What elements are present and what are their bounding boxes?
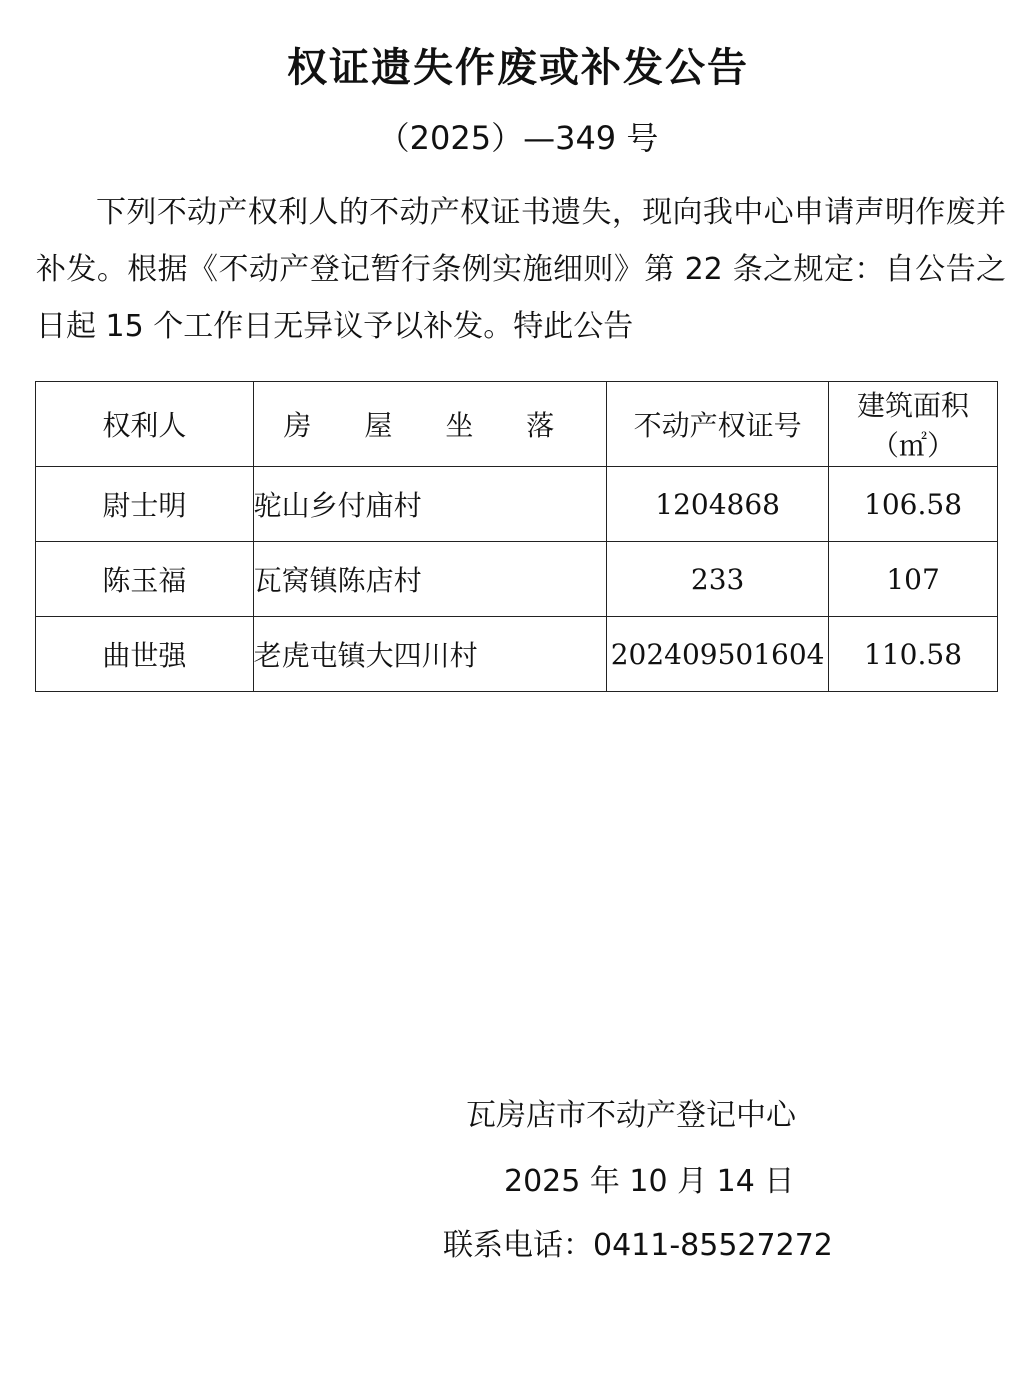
header-area — [829, 382, 998, 467]
header-area-label: 建筑面积 — [857, 389, 970, 422]
header-location: 房 屋 坐 落 — [253, 382, 606, 467]
table-header-row — [36, 382, 998, 467]
header-area-unit: （㎡） — [871, 429, 956, 462]
cell-area: 106.58 — [829, 467, 998, 542]
notice-body: 下列不动产权利人的不动产权证书遗失，现向我中心申请声明作废并补发。根据《不动产登记暂行条例实施细则》第 22 条之规定：自公告之日起 15 个工作日无异议予以补发。特此公告 — [36, 195, 1006, 344]
notice-title: 权证遗失作废或补发公告 — [287, 45, 749, 91]
cell-area: 110.58 — [829, 617, 998, 692]
table-row — [36, 467, 998, 542]
issuing-organization: 瓦房店市不动产登记中心 — [466, 1098, 796, 1133]
notice-number: （2025）—349 号 — [377, 119, 659, 157]
table-row — [36, 542, 998, 617]
contact-phone: 联系电话：0411-85527272 — [443, 1228, 833, 1263]
cell-holder: 尉士明 — [36, 467, 254, 542]
header-cert-no: 不动产权证号 — [607, 382, 829, 467]
records-table — [35, 381, 998, 692]
cell-cert-no: 1204868 — [607, 467, 829, 542]
table-row — [36, 617, 998, 692]
issue-date: 2025 年 10 月 14 日 — [504, 1164, 795, 1199]
cell-holder: 曲世强 — [36, 617, 254, 692]
cell-location: 老虎屯镇大四川村 — [253, 617, 606, 692]
cell-holder: 陈玉福 — [36, 542, 254, 617]
cell-area: 107 — [829, 542, 998, 617]
cell-location: 瓦窝镇陈店村 — [253, 542, 606, 617]
cell-cert-no: 233 — [607, 542, 829, 617]
cell-location: 驼山乡付庙村 — [253, 467, 606, 542]
cell-cert-no: 202409501604 — [607, 617, 829, 692]
header-holder: 权利人 — [36, 382, 254, 467]
